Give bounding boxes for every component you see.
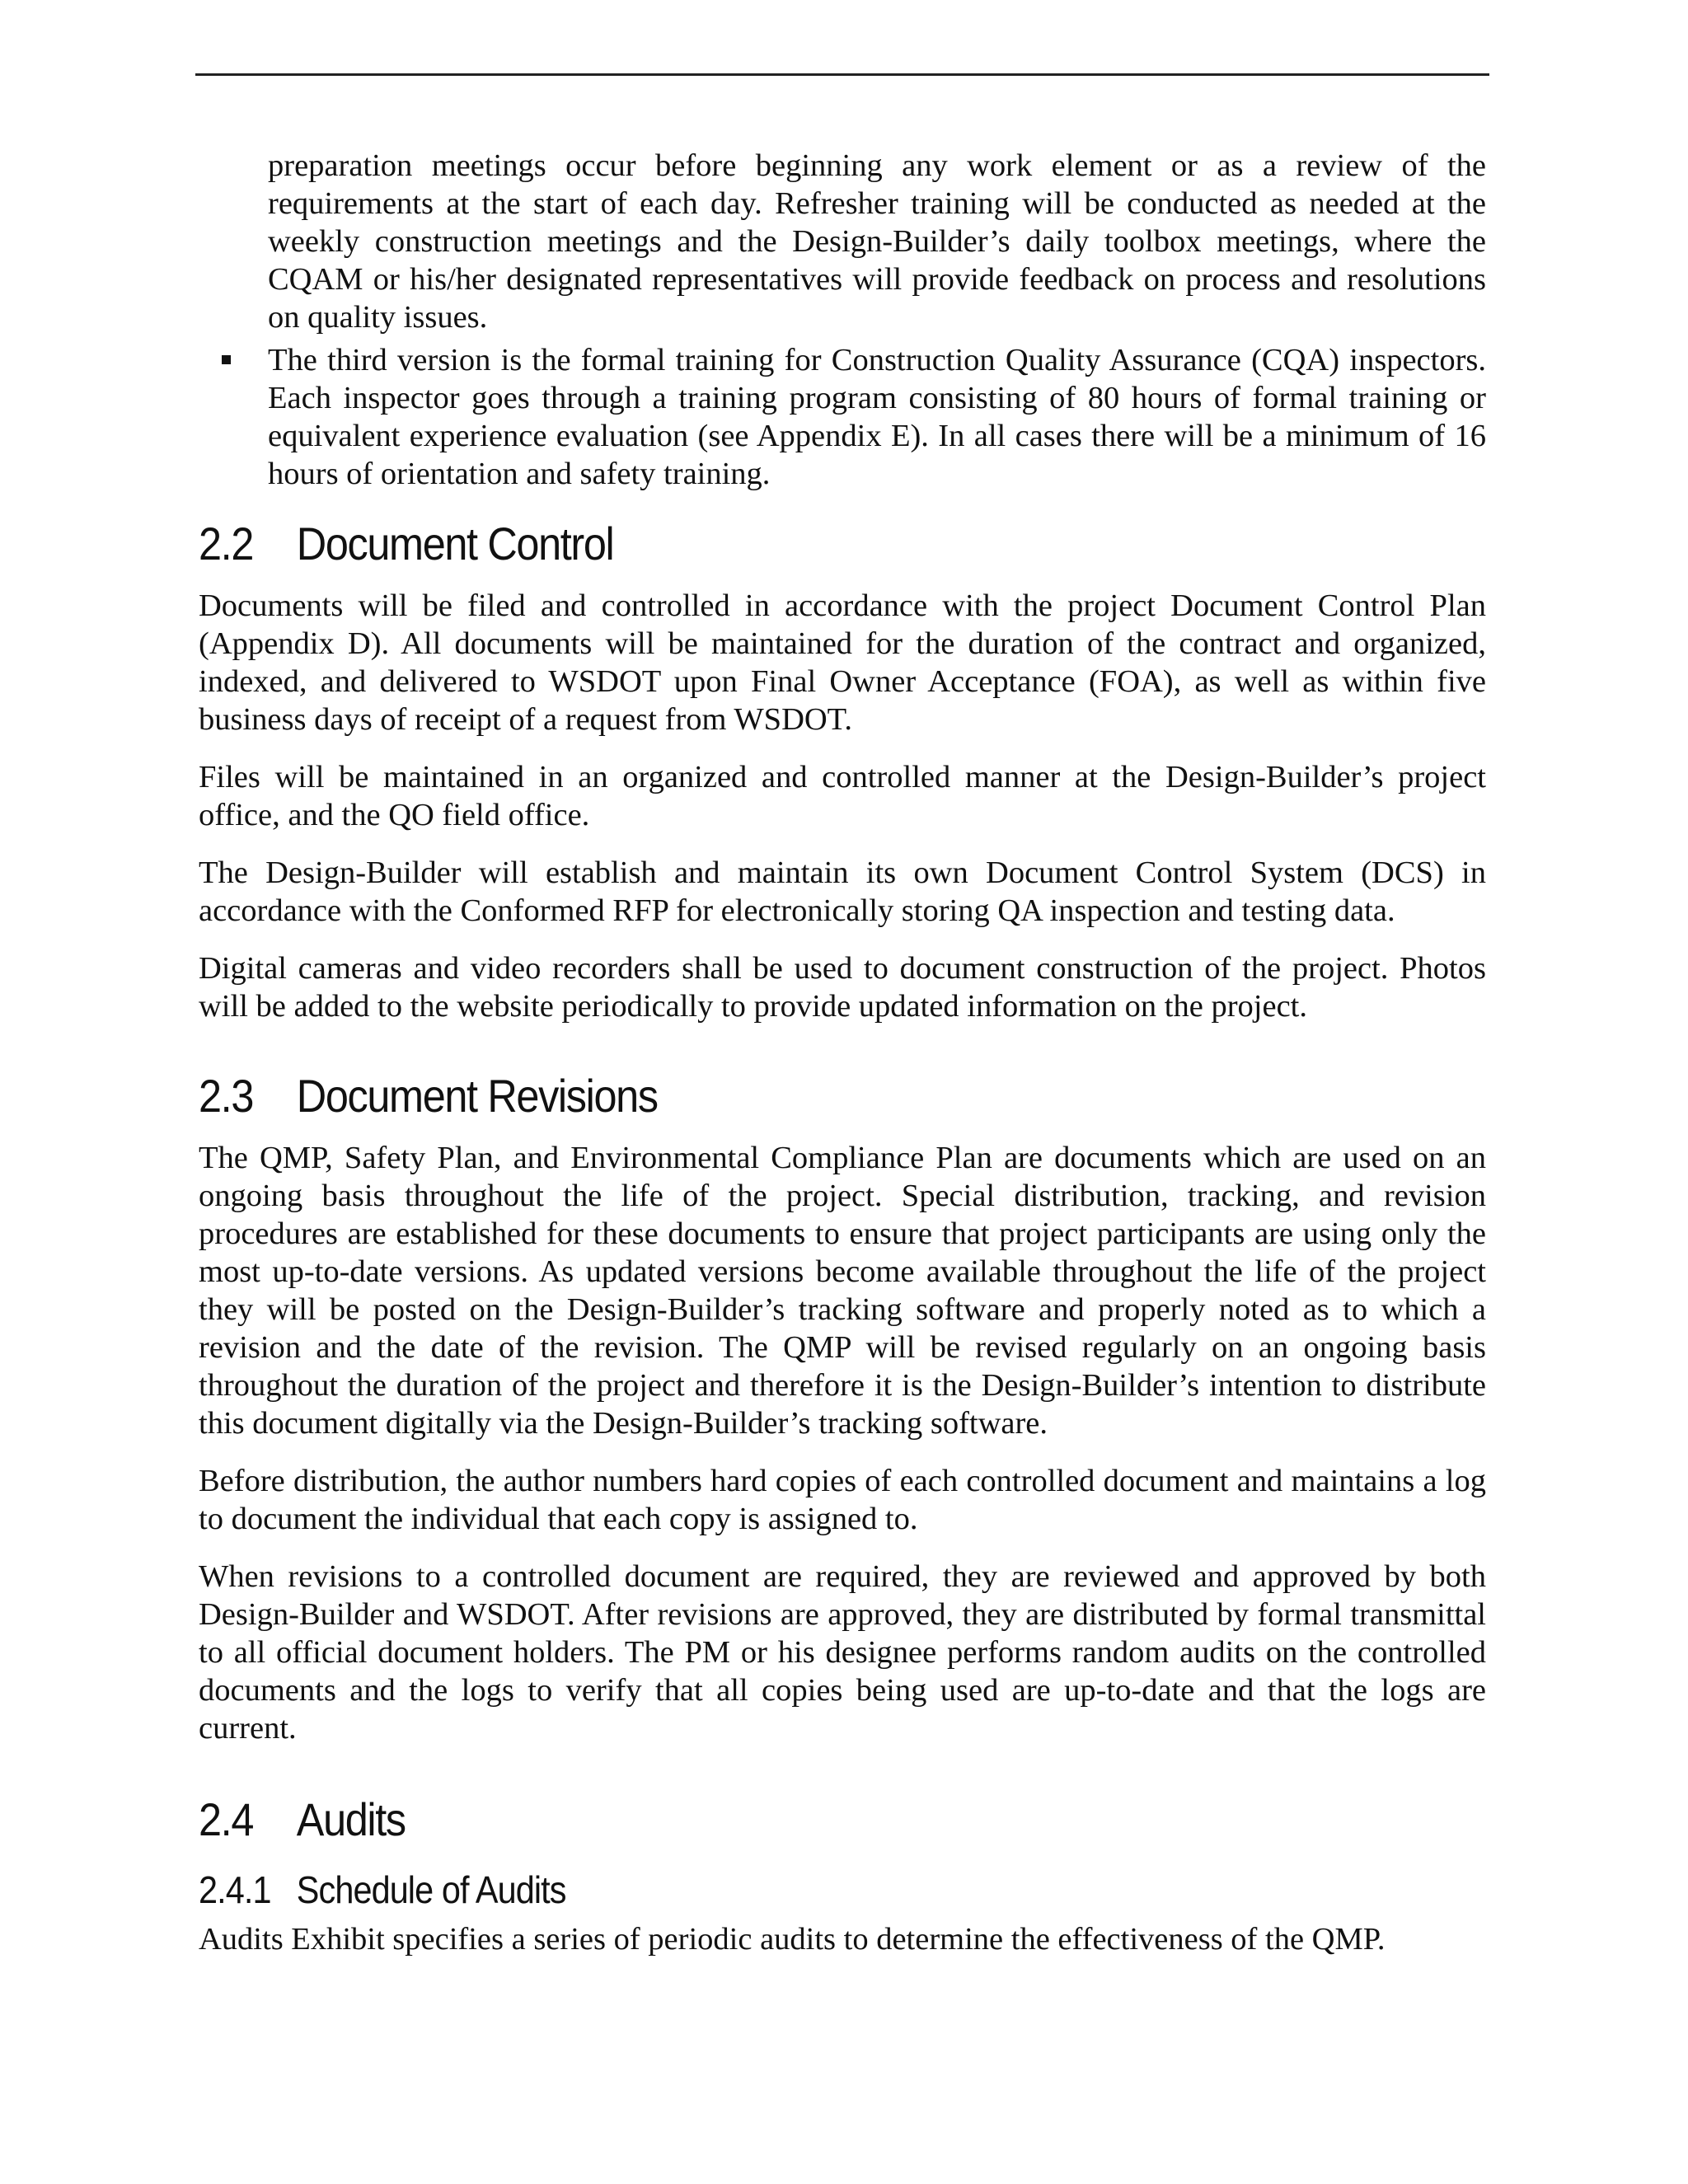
section-number: 2.4 [199, 1793, 254, 1845]
section-title: Audits [296, 1793, 406, 1845]
section-title: Document Control [296, 518, 614, 569]
paragraph: Before distribution, the author numbers hard copies of each controlled document and maintains a log to document the individual that each copy is assigned to. [199, 1464, 1486, 1536]
bullet-text: The third version is the formal training for Construction Quality Assurance (CQA) inspectors. Each inspector goes through a training program consisting of 80 hours of formal training or equivalent experience evaluation (see Appendix E). In all cases there will be a minimum of 16 hours of orientation and safety training. [268, 343, 1486, 491]
header-rule [195, 73, 1489, 76]
section-heading-audits [199, 1793, 1357, 1846]
section-heading-document-control [199, 518, 1357, 570]
section-number: 2.2 [199, 518, 254, 569]
subsection-title: Schedule of Audits [296, 1868, 566, 1911]
square-bullet-icon [199, 341, 268, 364]
section-title: Document Revisions [296, 1070, 658, 1122]
subsection-number: 2.4.1 [199, 1868, 271, 1911]
document-body [199, 147, 1486, 1958]
section-heading-document-revisions [199, 1070, 1357, 1122]
paragraph: Digital cameras and video recorders shall be used to document construction of the project. Photos will be added to the website periodically to provide updated information on the project. [199, 951, 1486, 1024]
intro-paragraph: preparation meetings occur before beginning any work element or as a review of the requirements at the start of each day. Refresher training will be conducted as needed at the weekly construction meetings and the Design-Builder’s daily toolbox meetings, where the CQAM or his/her designated representatives will provide feedback on process and resolutions on quality issues. [268, 148, 1486, 335]
bullet-list-item [199, 341, 1486, 493]
paragraph: The Design-Builder will establish and maintain its own Document Control System (DCS) in accordance with the Conformed RFP for electronically storing QA inspection and testing data. [199, 855, 1486, 928]
paragraph: Audits Exhibit specifies a series of periodic audits to determine the effectiveness of the QMP. [199, 1922, 1386, 1957]
paragraph: Files will be maintained in an organized and controlled manner at the Design-Builder’s project office, and the QO field office. [199, 760, 1486, 832]
paragraph: Documents will be filed and controlled in accordance with the project Document Control Plan (Appendix D). All documents will be maintained for the duration of the contract and organized, indexed, and delivered to WSDOT upon Final Owner Acceptance (FOA), as well as within five business days of receipt of a request from WSDOT. [199, 588, 1486, 737]
paragraph: When revisions to a controlled document are required, they are reviewed and approved by both Design-Builder and WSDOT. After revisions are approved, they are distributed by formal transmittal to all official document holders. The PM or his designee performs random audits on the controlled documents and the logs to verify that all copies being used are up-to-date and that the logs are current. [199, 1559, 1486, 1746]
subsection-heading-schedule-of-audits [199, 1868, 1357, 1912]
paragraph: The QMP, Safety Plan, and Environmental Compliance Plan are documents which are used on an ongoing basis throughout the life of the project. Special distribution, tracking, and revision procedures are established for these documents to ensure that project participants are using only the most up-to-date versions. As updated versions become available throughout the life of the project they will be posted on the Design-Builder’s tracking software and properly noted as to which a revision and the date of the revision. The QMP will be revised regularly on an ongoing basis throughout the duration of the project and therefore it is the Design-Builder’s intention to distribute this document digitally via the Design-Builder’s tracking software. [199, 1141, 1486, 1441]
section-number: 2.3 [199, 1070, 254, 1122]
